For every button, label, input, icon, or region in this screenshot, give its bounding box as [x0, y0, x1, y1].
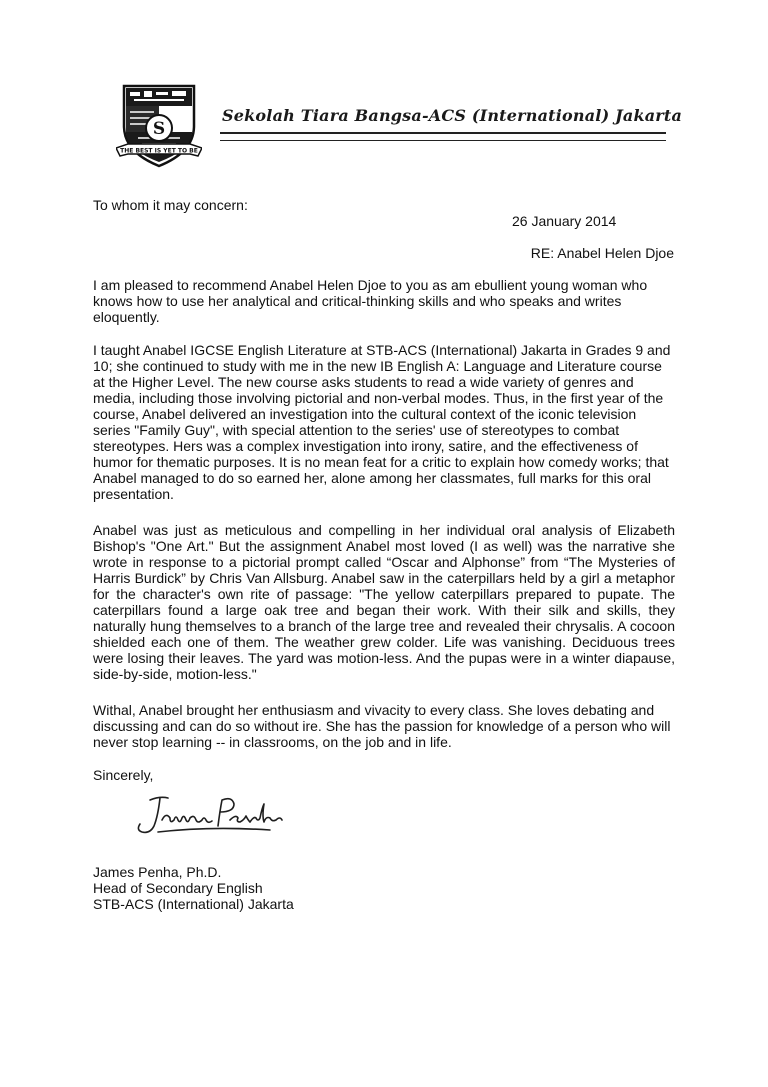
svg-text:S: S	[152, 119, 166, 139]
school-name: Sekolah Tiara Bangsa-ACS (International) Jakarta	[222, 106, 683, 125]
signature-block	[93, 864, 294, 912]
letterhead	[110, 78, 683, 178]
body-paragraph: I am pleased to recommend Anabel Helen Djoe to you as am ebullient young woman who knows how to use her analytical and critical-thinking skills and who speaks and writes eloquently.	[93, 277, 648, 325]
closing: Sincerely,	[93, 767, 154, 783]
school-crest-icon	[116, 82, 202, 170]
body-paragraph: Withal, Anabel brought her enthusiasm and vivacity to every class. She loves debating and discussing and can do so without ire. She has the passion for knowledge of a person who will never stop learning -- in classrooms, on the job and in life.	[93, 702, 671, 750]
signer-name: James Penha, Ph.D.	[93, 864, 222, 880]
salutation: To whom it may concern:	[93, 197, 248, 213]
letterhead-rule	[220, 132, 666, 134]
svg-text:THE BEST IS YET TO BE: THE BEST IS YET TO BE	[120, 147, 198, 155]
body-paragraph: I taught Anabel IGCSE English Literature at STB-ACS (International) Jakarta in Grades 9 and 10; she continued to study with me in the new IB English A: Language and Literature course at the Higher Level. The new course asks students to read a wide variety of genres and media, including those involving pictorial and non-verbal modes. Thus, in the first year of the course, Anabel delivered an investigation into the cultural context of the iconic television series "Family Guy", with special attention to the series' use of stereotypes to combat stereotypes. Hers was a complex investigation into irony, satire, and the effectiveness of humor for thematic purposes. It is no mean feat for a critic to explain how comedy works; that Anabel managed to do so earned her, alone among her classmates, full marks for this oral presentation.	[93, 342, 671, 502]
handwritten-signature	[120, 786, 290, 850]
letterhead-rule	[220, 140, 666, 141]
signer-title: Head of Secondary English	[93, 880, 263, 896]
body-paragraph: Anabel was just as meticulous and compelling in her individual oral analysis of Elizabeth Bishop's "One Art." But the assignment Anabel most loved (I as well) was the narrative she wrote in response to a pictorial prompt called “Oscar and Alphonse” from “The Mysteries of Harris Burdick” by Chris Van Allsburg. Anabel saw in the caterpillars held by a girl a metaphor for the character's own rite of passage: "The yellow caterpillars prepared to pupate. The caterpillars found a large oak tree and began their work. With their silk and skills, they naturally hung themselves to a branch of the large tree and revealed their chrysalis. A cocoon shielded each one of them. The weather grew colder. Life was vanishing. Deciduous trees were losing their leaves. The yard was motion-less. And the pupas were in a winter diapause, side-by-side, motion-less."	[93, 522, 675, 682]
letter-date: 26 January 2014	[512, 213, 617, 229]
subject-line: RE: Anabel Helen Djoe	[530, 245, 674, 261]
signer-organization: STB-ACS (International) Jakarta	[93, 896, 294, 912]
